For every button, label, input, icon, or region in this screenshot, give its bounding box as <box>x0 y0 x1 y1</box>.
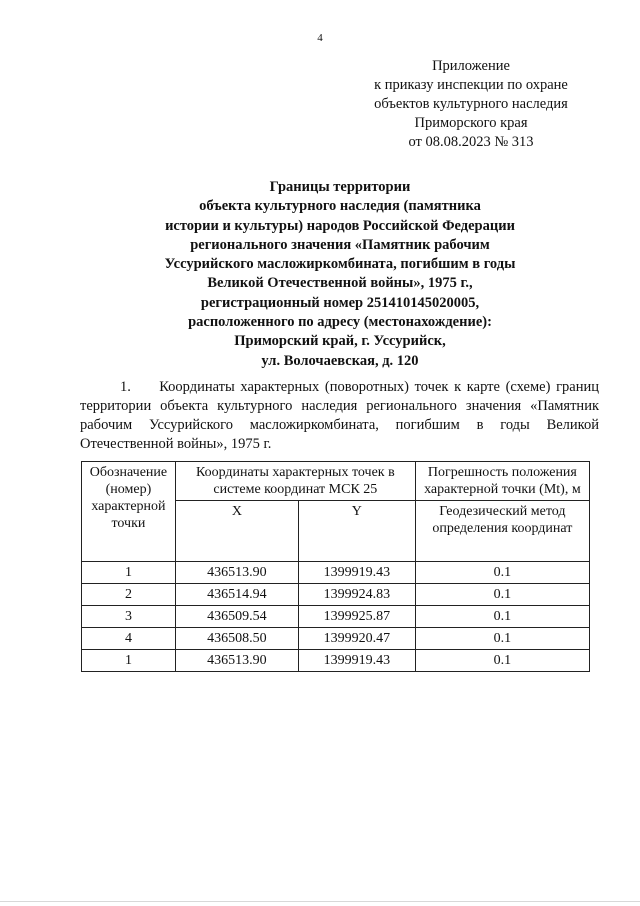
coordinates-table <box>81 461 590 672</box>
cell-mt: 0.1 <box>415 650 589 672</box>
cell-x: 436508.50 <box>175 628 298 650</box>
cell-point: 3 <box>82 606 176 628</box>
table-row <box>82 650 590 672</box>
cell-x: 436513.90 <box>175 650 298 672</box>
cell-point: 4 <box>82 628 176 650</box>
header-accuracy: Погрешность положения характерной точки (Mt), м <box>415 462 589 501</box>
table-row <box>82 584 590 606</box>
document-title <box>90 178 590 371</box>
title-line: Уссурийского масложиркомбината, погибшим в годы <box>164 256 516 273</box>
header-point: Обозначение (номер) характерной точки <box>82 462 176 562</box>
header-x: X <box>175 501 298 562</box>
header-y: Y <box>298 501 415 562</box>
cell-mt: 0.1 <box>415 562 589 584</box>
cell-point: 1 <box>82 650 176 672</box>
page-number: 4 <box>317 32 323 44</box>
table-row <box>82 606 590 628</box>
table-row <box>82 628 590 650</box>
title-line: Границы территории <box>269 179 411 195</box>
cell-point: 2 <box>82 584 176 606</box>
cell-mt: 0.1 <box>415 606 589 628</box>
header-method: Геодезический метод определения координат <box>415 501 589 562</box>
cell-x: 436513.90 <box>175 562 298 584</box>
cell-y: 1399919.43 <box>298 650 415 672</box>
appendix-block <box>355 57 587 152</box>
table-row <box>82 562 590 584</box>
header-coordinates: Координаты характерных точек в системе координат МСК 25 <box>175 462 415 501</box>
cell-x: 436514.94 <box>175 584 298 606</box>
cell-mt: 0.1 <box>415 584 589 606</box>
scan-edge-line <box>0 901 640 902</box>
title-line: Великой Отечественной войны», 1975 г., <box>207 275 473 292</box>
cell-y: 1399924.83 <box>298 584 415 606</box>
title-line: Приморский край, г. Уссурийск, <box>234 333 446 350</box>
appendix-line: к приказу инспекции по охране <box>374 77 568 93</box>
cell-x: 436509.54 <box>175 606 298 628</box>
appendix-line: от 08.08.2023 № 313 <box>408 134 534 150</box>
cell-y: 1399925.87 <box>298 606 415 628</box>
title-line: ул. Волочаевская, д. 120 <box>261 352 419 369</box>
cell-point: 1 <box>82 562 176 584</box>
appendix-line: Приложение <box>432 58 510 74</box>
title-line: регионального значения «Памятник рабочим <box>190 236 490 253</box>
appendix-line: объектов культурного наследия <box>374 96 568 112</box>
cell-y: 1399919.43 <box>298 562 415 584</box>
title-line: расположенного по адресу (местонахождение): <box>188 314 492 331</box>
cell-mt: 0.1 <box>415 628 589 650</box>
cell-y: 1399920.47 <box>298 628 415 650</box>
coordinates-paragraph: 1. Координаты характерных (поворотных) точек к карте (схеме) границ территории объекта культурного наследия регионального значения «Памятник рабочим Уссурийского масложиркомбината, погибшим в годы Великой Отечественной войны», 1975 г. <box>80 379 599 452</box>
appendix-line: Приморского края <box>414 115 528 131</box>
table-header-row <box>82 462 590 501</box>
title-line: регистрационный номер 251410145020005, <box>200 294 480 311</box>
title-line: истории и культуры) народов Российской Федерации <box>165 217 515 234</box>
title-line: объекта культурного наследия (памятника <box>199 198 481 215</box>
